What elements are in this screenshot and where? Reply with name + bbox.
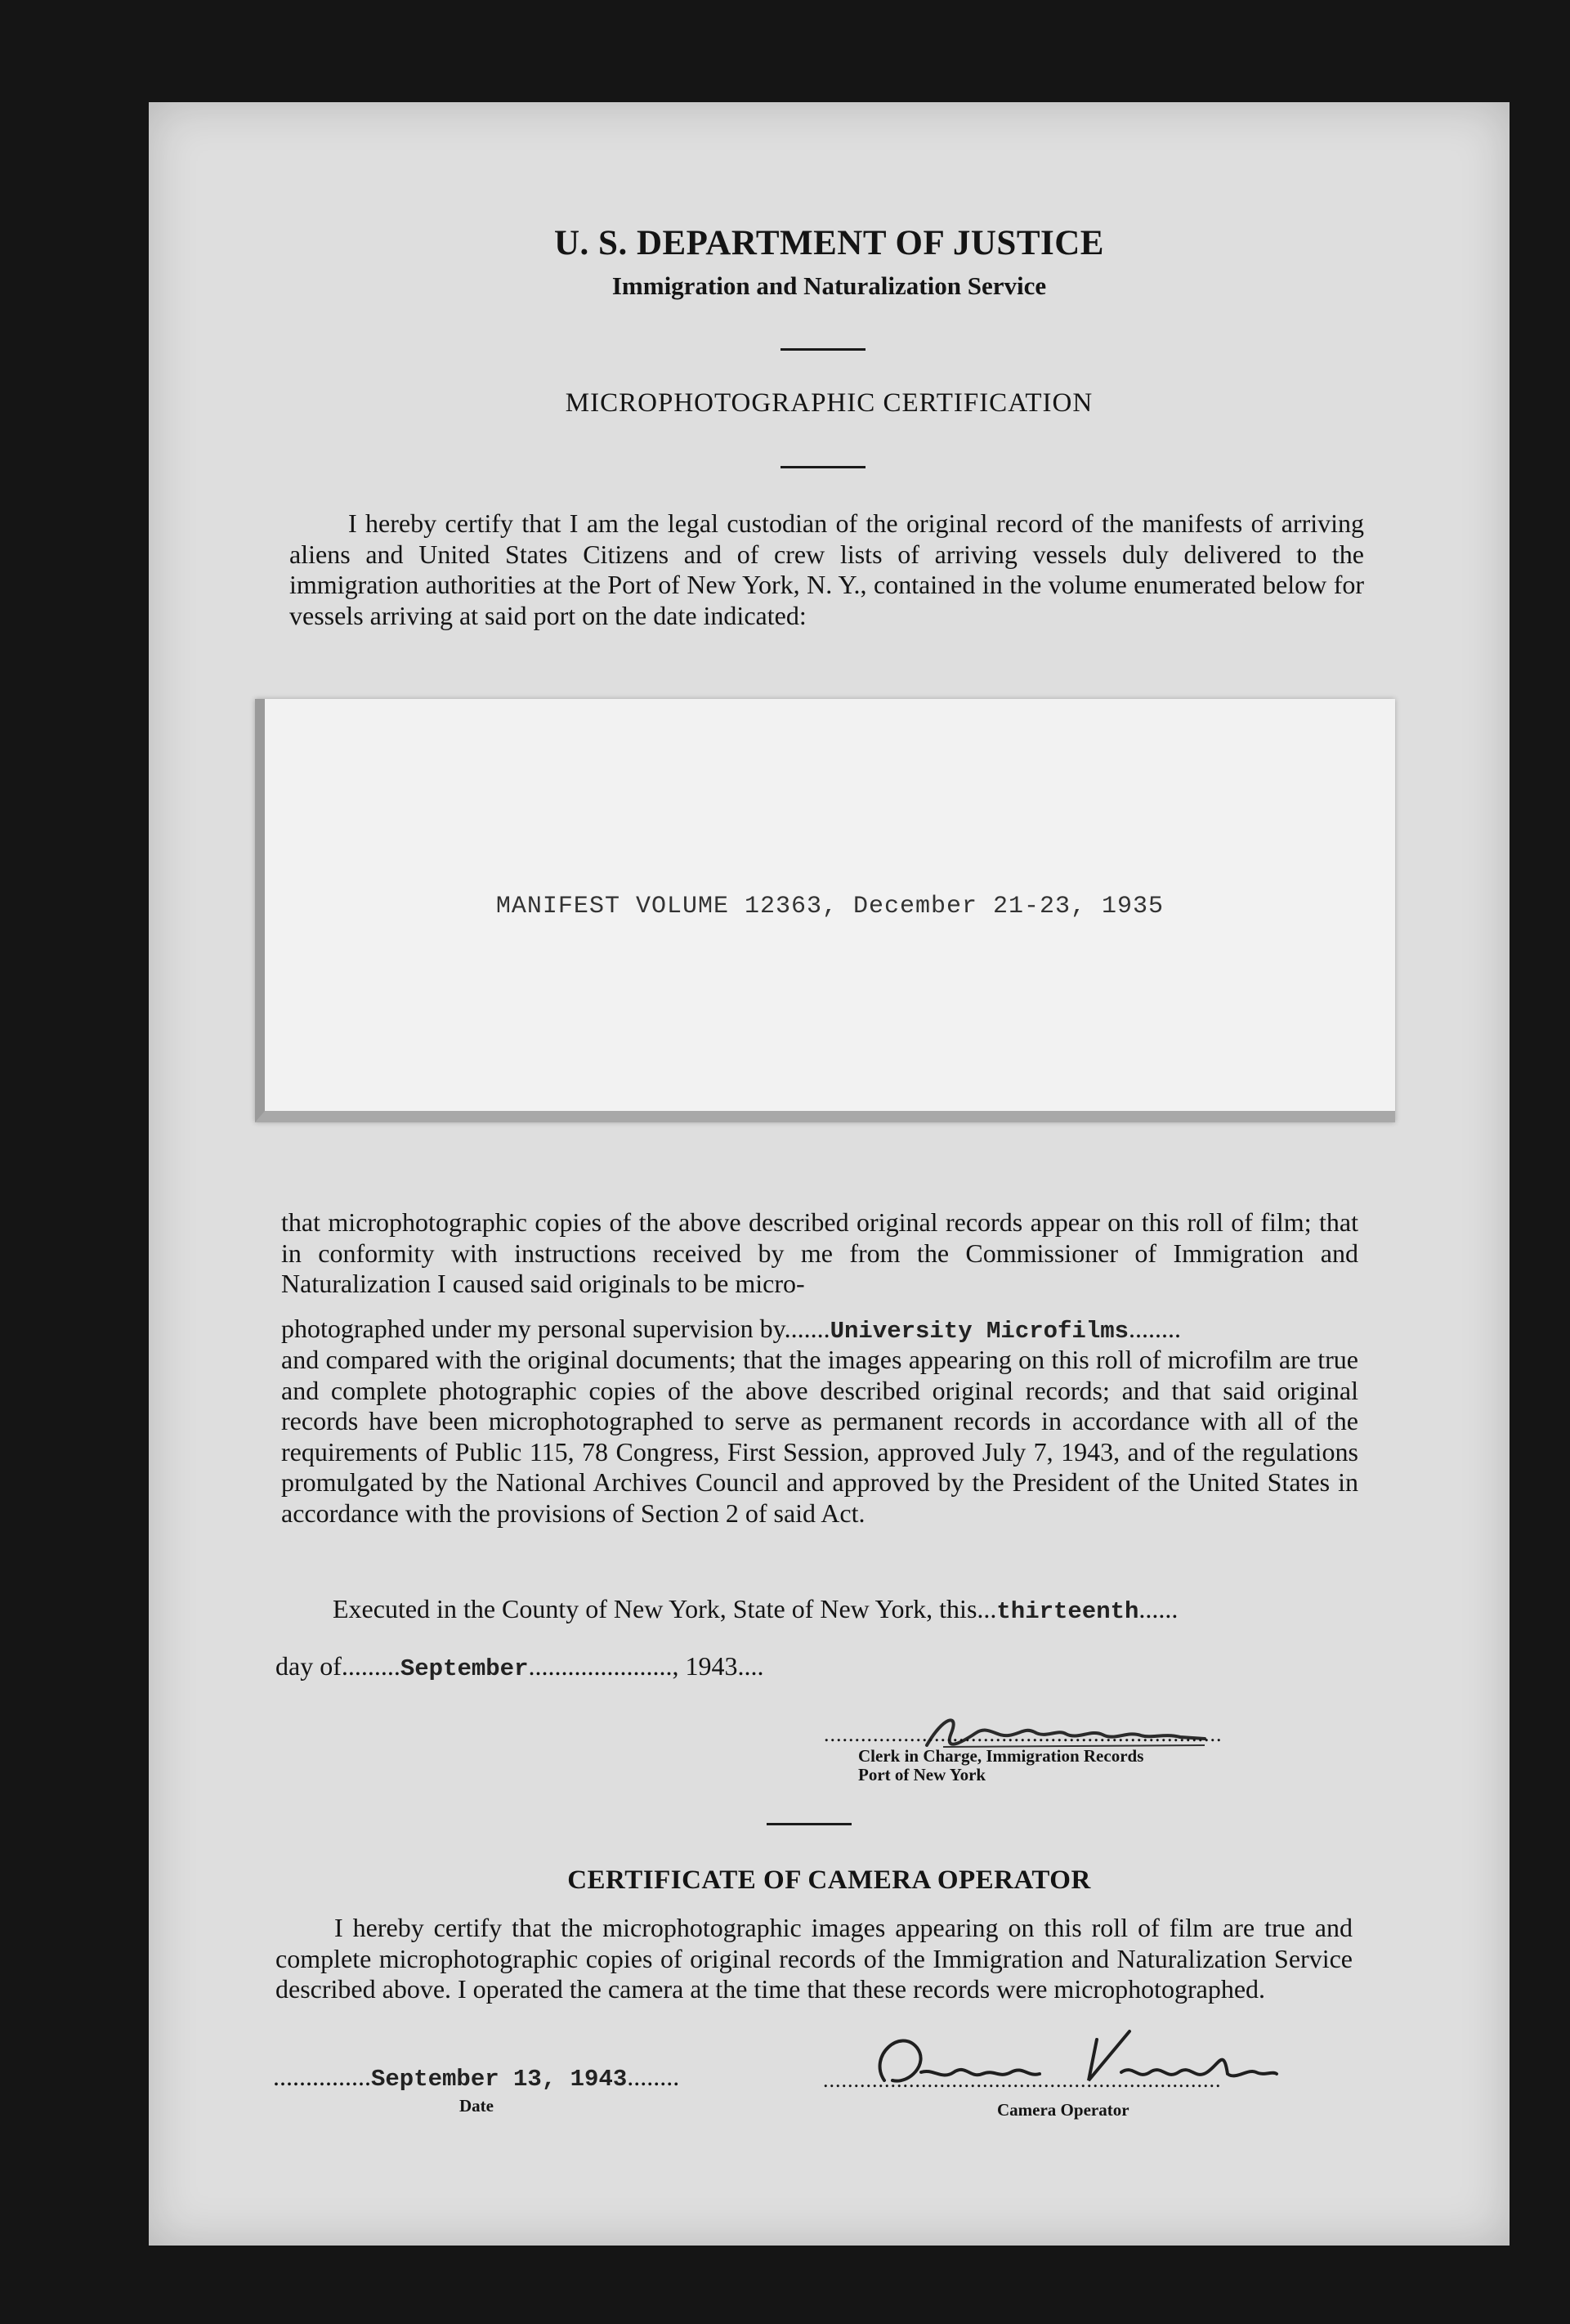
clerk-title-line2: Port of New York (858, 1765, 986, 1784)
clerk-signature-line: ................................................................. (824, 1722, 1223, 1746)
day-of-label: day of (275, 1651, 342, 1681)
date-label: Date (459, 2096, 494, 2116)
service-subtitle: Immigration and Naturalization Service (611, 271, 1047, 300)
execution-line (333, 1594, 1178, 1625)
clerk-title-line1: Clerk in Charge, Immigration Records (858, 1746, 1144, 1766)
body-paragraph-start: that microphotographic copies of the above described original records appear on this roll of film; that in conformity with instructions received by me from the Commissioner of Immigration and Naturalization I caused said originals to be micro- (281, 1207, 1358, 1298)
certification-heading: MICROPHOTOGRAPHIC CERTIFICATION (565, 388, 1094, 418)
intro-paragraph: I hereby certify that I am the legal custodian of the original record of the manifests of arriving aliens and United States Citizens and of crew lists of arriving vessels duly delivered to the immigration authorities at the Port of New York, N. Y., contained in the volume enumerated below for vessels arriving at said port on the date indicated: (289, 508, 1364, 630)
execution-label: Executed in the County of New York, State of New York, this (333, 1594, 977, 1623)
dot-leader: ....... (784, 1314, 830, 1343)
dot-leader: ........ (627, 2062, 680, 2091)
camera-operator-label: Camera Operator (997, 2100, 1129, 2120)
date-value: September 13, 1943 (371, 2066, 628, 2093)
dot-leader: ............... (273, 2062, 371, 2091)
dot-leader: ........ (1129, 1314, 1182, 1343)
supervision-line (281, 1314, 1181, 1345)
year-label: , 1943 (672, 1651, 738, 1681)
month-value: September (400, 1655, 529, 1682)
volume-slip (255, 699, 1395, 1122)
department-title: U. S. DEPARTMENT OF JUSTICE (553, 224, 1104, 262)
dot-leader: ......... (341, 1651, 400, 1681)
body-paragraph-end: and compared with the original documents; that the images appearing on this roll of microfilm are true and complete photographic copies of the above described original records; and that said original records have been microphotographed to serve as permanent records in accordance with all of the requirements of Public 115, 78 Congress, First Session, approved July 7, 1943, and of the regulations promulgated by the National Archives Council and approved by the President of the United States in accordance with the provisions of Section 2 of said Act. (281, 1345, 1358, 1528)
dot-leader: .... (737, 1651, 764, 1681)
execution-day-value: thirteenth (996, 1598, 1139, 1625)
divider-rule (767, 1823, 852, 1825)
dot-leader: ...... (1138, 1594, 1179, 1623)
dot-leader: ... (977, 1594, 997, 1623)
camera-certificate-text: I hereby certify that the microphotographic images appearing on this roll of film are true and complete microphotographic copies of original records of the Immigration and Naturalization Service described above. I operated the camera at the time that these records were microphotographed. (275, 1913, 1353, 2004)
date-line (273, 2062, 679, 2093)
divider-rule (781, 466, 866, 468)
divider-rule (781, 348, 866, 351)
operator-signature-line: ................................................................. (823, 2068, 1222, 2092)
camera-certificate-heading: CERTIFICATE OF CAMERA OPERATOR (567, 1865, 1091, 1895)
certificate-page (149, 102, 1510, 2246)
supervision-value: University Microfilms (830, 1318, 1129, 1345)
volume-slip-text: MANIFEST VOLUME 12363, December 21-23, 1935 (495, 893, 1165, 920)
dot-leader: ...................... (528, 1651, 673, 1681)
supervision-label: photographed under my personal supervision by (281, 1314, 785, 1343)
clerk-title (858, 1747, 1143, 1784)
day-of-line (275, 1651, 764, 1682)
